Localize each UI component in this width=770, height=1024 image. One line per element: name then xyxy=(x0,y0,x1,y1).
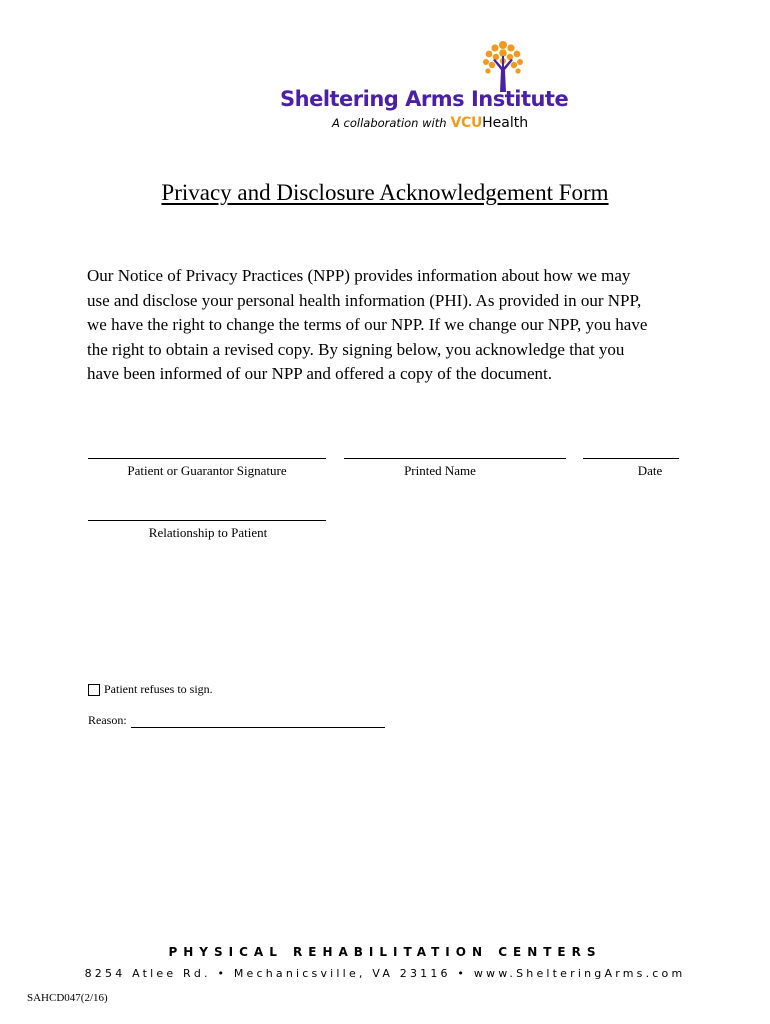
refuse-label: Patient refuses to sign. xyxy=(104,682,213,696)
refuse-checkbox[interactable] xyxy=(88,684,100,696)
relationship-line[interactable] xyxy=(88,520,326,521)
reason-label: Reason: xyxy=(88,713,127,727)
printed-name-line[interactable] xyxy=(344,458,566,459)
date-label: Date xyxy=(637,463,663,478)
notice-line: have been informed of our NPP and offered a copy of the document. xyxy=(87,364,552,383)
tree-icon xyxy=(480,40,526,92)
logo-tagline-health: Health xyxy=(482,115,529,131)
notice-line: Our Notice of Privacy Practices (NPP) provides information about how we may xyxy=(87,266,631,285)
relationship-label: Relationship to Patient xyxy=(148,525,268,540)
signature-line[interactable] xyxy=(88,458,326,459)
notice-paragraph xyxy=(87,264,687,387)
form-title: Privacy and Disclosure Acknowledgement Form xyxy=(161,180,609,205)
logo-tagline xyxy=(332,114,528,132)
logo-name: Sheltering Arms Institute xyxy=(280,87,569,111)
reason-field[interactable] xyxy=(131,715,385,728)
notice-line: use and disclose your personal health information (PHI). As provided in our NPP, xyxy=(87,290,642,310)
logo-tagline-vcu: VCU xyxy=(450,115,483,131)
notice-line: we have the right to change the terms of our NPP. If we change our NPP, you have xyxy=(87,315,648,334)
footer-address: 8254 Atlee Rd. • Mechanicsville, VA 23116 • www.ShelteringArms.com xyxy=(84,967,686,980)
footer-org: PHYSICAL REHABILITATION CENTERS xyxy=(168,945,602,959)
signature-label: Patient or Guarantor Signature xyxy=(127,463,287,478)
refuse-row xyxy=(88,682,213,697)
printed-name-label: Printed Name xyxy=(404,463,476,478)
logo xyxy=(280,40,569,135)
logo-tagline-prefix: A collaboration with xyxy=(332,116,447,130)
notice-line: the right to obtain a revised copy. By signing below, you acknowledge that you xyxy=(87,339,625,359)
date-line[interactable] xyxy=(583,458,679,459)
form-code: SAHCD047(2/16) xyxy=(27,992,108,1004)
reason-row xyxy=(88,713,385,728)
